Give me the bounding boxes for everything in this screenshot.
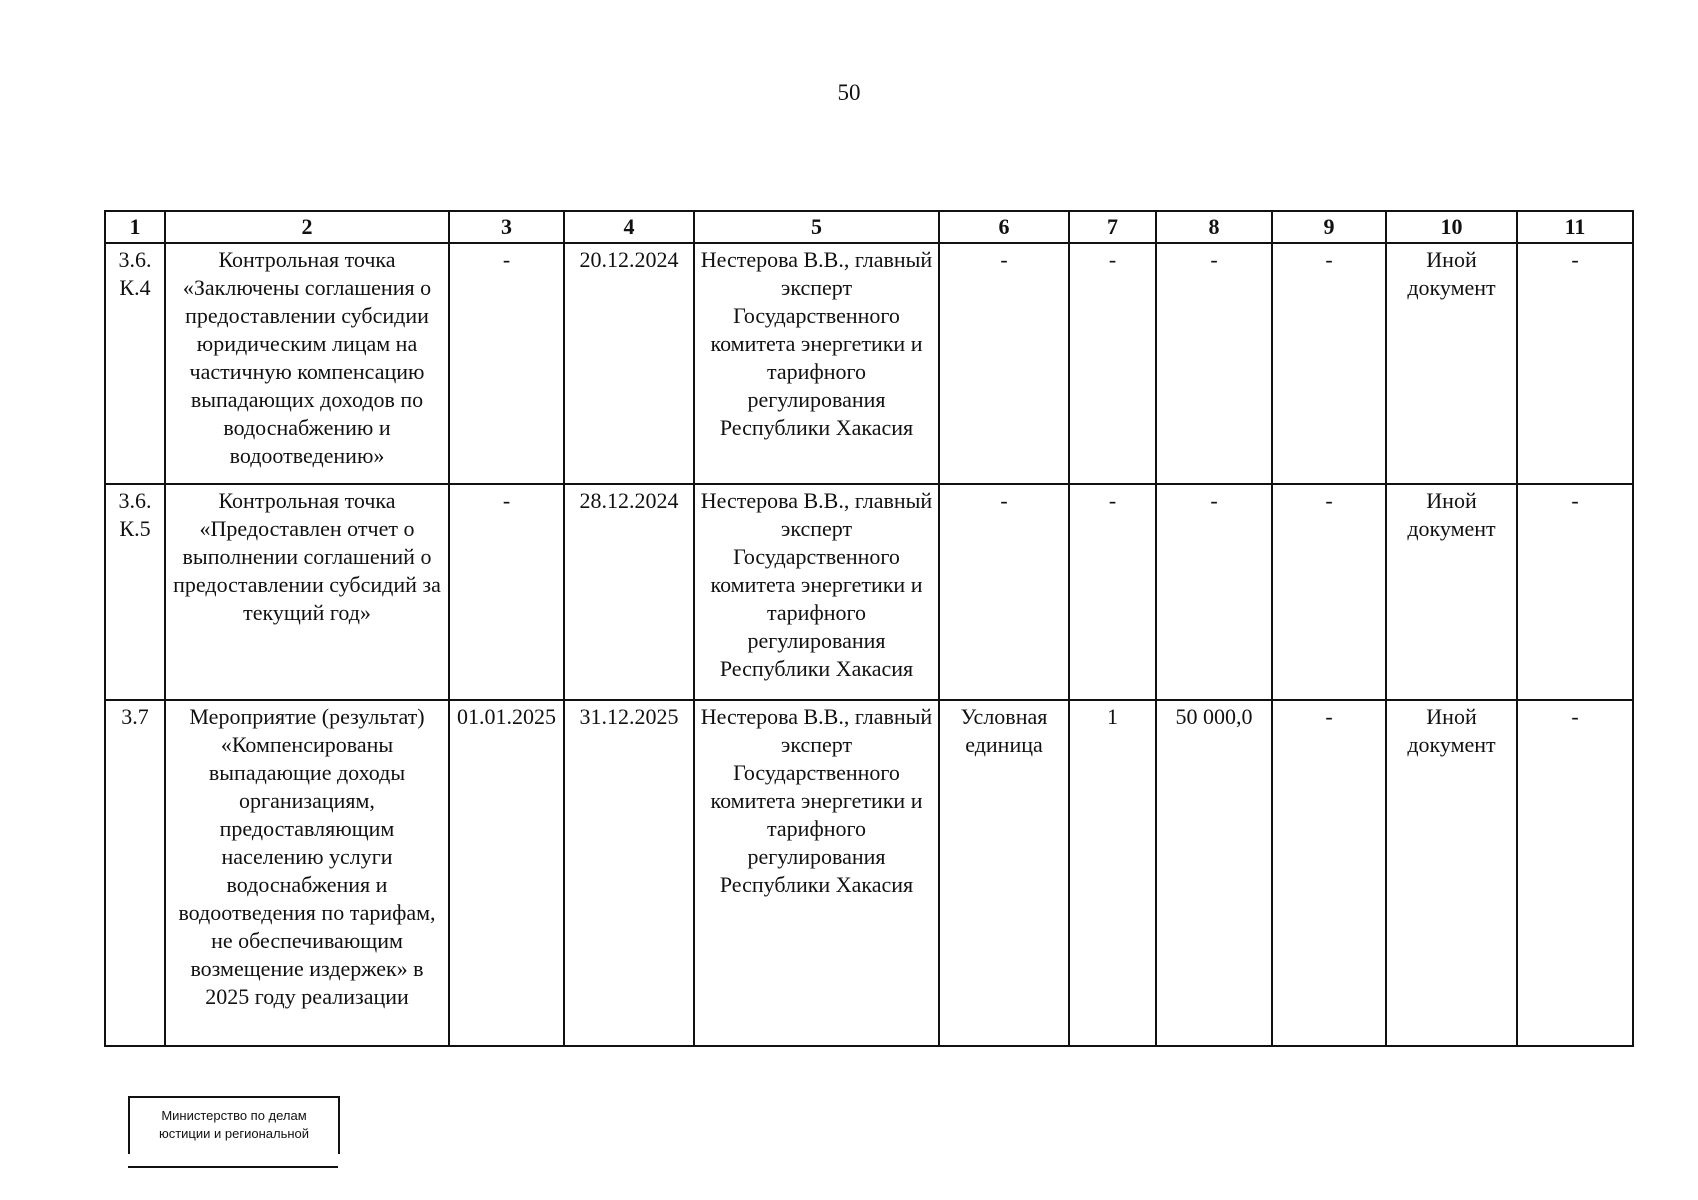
row-doc-type: Иной документ	[1386, 700, 1517, 1046]
row-amount: 50 000,0	[1156, 700, 1272, 1046]
column-header: 1	[105, 211, 165, 243]
row-number: 3.7	[105, 700, 165, 1046]
row-responsible: Нестерова В.В., главный эксперт Государственного комитета энергетики и тарифного регулирования Республики Хакасия	[694, 484, 939, 700]
table-row	[105, 243, 1633, 484]
row-responsible: Нестерова В.В., главный эксперт Государственного комитета энергетики и тарифного регулирования Республики Хакасия	[694, 700, 939, 1046]
document-table	[104, 210, 1634, 1047]
row-end-date: 20.12.2024	[564, 243, 694, 484]
column-header: 5	[694, 211, 939, 243]
table-row	[105, 700, 1633, 1046]
row-col11: -	[1517, 700, 1633, 1046]
row-start-date: 01.01.2025	[449, 700, 564, 1046]
column-header: 4	[564, 211, 694, 243]
row-responsible: Нестерова В.В., главный эксперт Государственного комитета энергетики и тарифного регулирования Республики Хакасия	[694, 243, 939, 484]
row-start-date: -	[449, 484, 564, 700]
table-row	[105, 484, 1633, 700]
row-value: -	[1069, 243, 1156, 484]
row-value: -	[1069, 484, 1156, 700]
row-unit: -	[939, 484, 1069, 700]
stamp-line-2: юстиции и региональной	[158, 1126, 310, 1141]
column-header: 7	[1069, 211, 1156, 243]
table-header-row	[105, 211, 1633, 243]
row-end-date: 28.12.2024	[564, 484, 694, 700]
row-amount: -	[1156, 484, 1272, 700]
row-value: 1	[1069, 700, 1156, 1046]
row-col9: -	[1272, 243, 1386, 484]
row-doc-type: Иной документ	[1386, 243, 1517, 484]
row-name: Мероприятие (результат) «Компенсированы выпадающие доходы организациям, предоставляющим населению услуги водоснабжения и водоотведения по тарифам, не обеспечивающим возмещение издержек» в 2025 году реализации	[165, 700, 449, 1046]
page-number: 50	[837, 80, 861, 105]
row-col11: -	[1517, 484, 1633, 700]
row-unit: -	[939, 243, 1069, 484]
column-header: 6	[939, 211, 1069, 243]
row-name: Контрольная точка «Предоставлен отчет о выполнении соглашений о предоставлении субсидий за текущий год»	[165, 484, 449, 700]
stamp-line-1: Министерство по делам	[161, 1108, 307, 1123]
row-col11: -	[1517, 243, 1633, 484]
column-header: 3	[449, 211, 564, 243]
row-start-date: -	[449, 243, 564, 484]
column-header: 9	[1272, 211, 1386, 243]
row-name: Контрольная точка «Заключены соглашения о предоставлении субсидии юридическим лицам на частичную компенсацию выпадающих доходов по водоснабжению и водоотведению»	[165, 243, 449, 484]
row-col9: -	[1272, 484, 1386, 700]
row-unit: Условная единица	[939, 700, 1069, 1046]
row-number: 3.6. К.5	[105, 484, 165, 700]
column-header: 10	[1386, 211, 1517, 243]
row-number: 3.6. К.4	[105, 243, 165, 484]
stamp-underline	[128, 1166, 338, 1168]
column-header: 11	[1517, 211, 1633, 243]
row-col9: -	[1272, 700, 1386, 1046]
row-amount: -	[1156, 243, 1272, 484]
stamp-frame	[128, 1096, 340, 1154]
column-header: 8	[1156, 211, 1272, 243]
row-end-date: 31.12.2025	[564, 700, 694, 1046]
column-header: 2	[165, 211, 449, 243]
row-doc-type: Иной документ	[1386, 484, 1517, 700]
ministry-stamp	[128, 1096, 338, 1168]
